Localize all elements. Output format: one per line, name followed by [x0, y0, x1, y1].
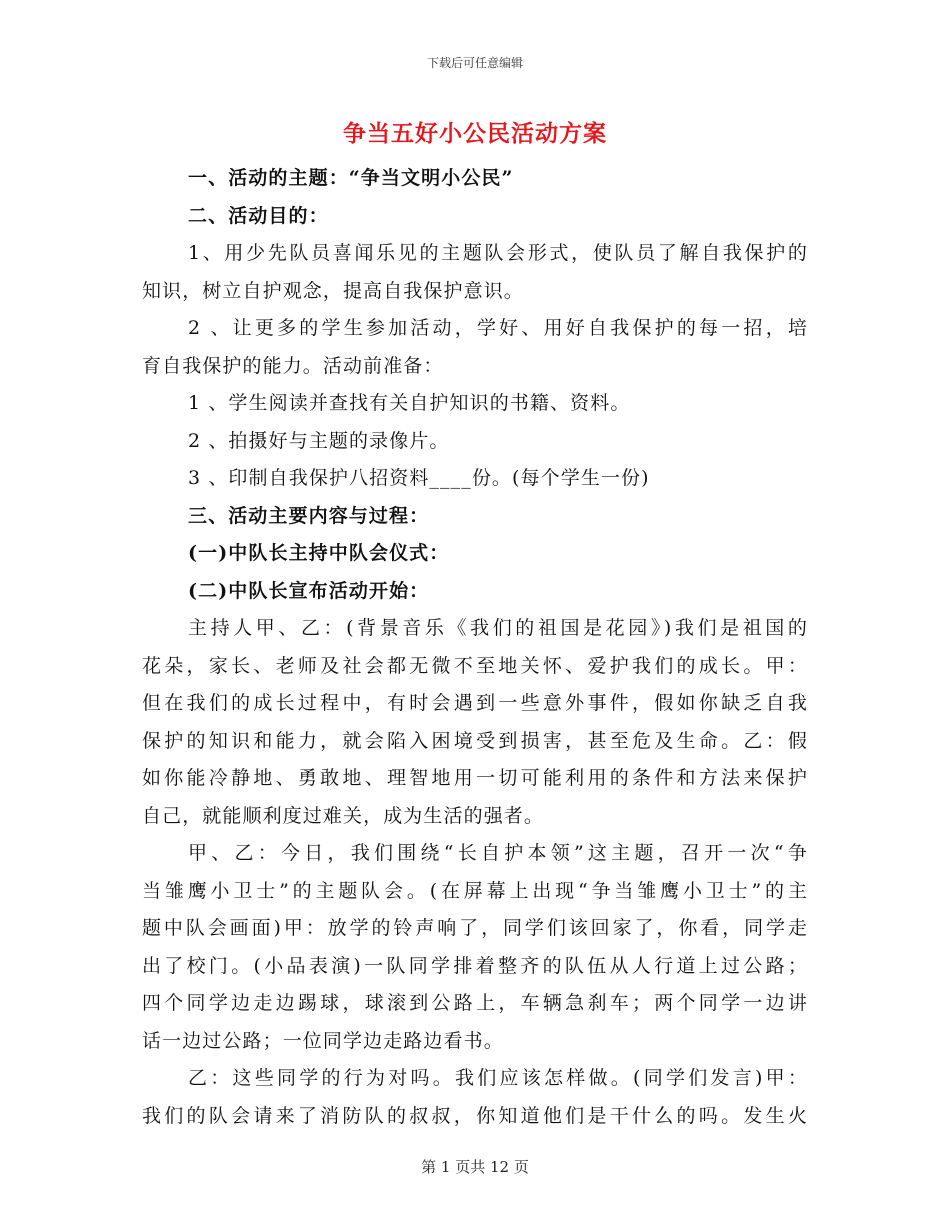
- document-title: 争当五好小公民活动方案: [343, 120, 607, 147]
- paragraph-line: 2 、拍摄好与主题的录像片。: [188, 429, 450, 452]
- paragraph-line: 如你能冷静地、勇敢地、理智地用一切可能利用的条件和方法来保护: [142, 767, 808, 789]
- paragraph-line: 保护的知识和能力，就会陷入困境受到损害，甚至危及生命。乙：假: [142, 729, 808, 752]
- paragraph-line: 1 、学生阅读并查找有关自护知识的书籍、资料。: [188, 392, 631, 414]
- paragraph-line: 四个同学边走边踢球，球滚到公路上，车辆急刹车；两个同学一边讲: [142, 992, 808, 1014]
- paragraph-line: 3 、印制自我保护八招资料____份。(每个学生一份): [188, 467, 650, 489]
- section-heading: 二、活动目的：: [188, 204, 329, 227]
- paragraph-line: 育自我保护的能力。活动前准备：: [142, 354, 444, 377]
- paragraph-line: 主持人甲、乙：(背景音乐《我们的祖国是花园》)我们是祖国的: [188, 617, 808, 639]
- paragraph-line: 题中队会画面)甲：放学的铃声响了，同学们该回家了，你看，同学走: [142, 917, 808, 939]
- paragraph-line: 甲、乙：今日，我们围绕“长自护本领”这主题，召开一次“争: [188, 842, 808, 864]
- paragraph-line: 我们的队会请来了消防队的叔叔，你知道他们是干什么的吗。发生火: [142, 1104, 808, 1127]
- section-heading: 三、活动主要内容与过程：: [188, 504, 430, 527]
- section-heading: (二)中队长宣布活动开始：: [188, 579, 430, 602]
- paragraph-line: 1、用少先队员喜闻乐见的主题队会形式，使队员了解自我保护的: [188, 242, 808, 264]
- paragraph-line: 自己，就能顺利度过难关，成为生活的强者。: [142, 804, 545, 827]
- document-body: [142, 160, 808, 1135]
- paragraph-line: 花朵，家长、老师及社会都无微不至地关怀、爱护我们的成长。甲：: [142, 654, 808, 677]
- paragraph-line: 2 、让更多的学生参加活动，学好、用好自我保护的每一招，培: [188, 317, 808, 339]
- paragraph-line: 话一边过公路；一位同学边走路边看书。: [142, 1029, 504, 1052]
- paragraph-line: 但在我们的成长过程中，有时会遇到一些意外事件，假如你缺乏自我: [142, 692, 808, 714]
- section-heading: 一、活动的主题：“争当文明小公民”: [188, 167, 514, 189]
- section-heading: (一)中队长主持中队会仪式：: [188, 542, 450, 564]
- paragraph-line: 出了校门。(小品表演)一队同学排着整齐的队伍从人行道上过公路；: [142, 954, 808, 977]
- paragraph-line: 当雏鹰小卫士”的主题队会。(在屏幕上出现“争当雏鹰小卫士”的主: [142, 879, 808, 902]
- paragraph-line: 乙：这些同学的行为对吗。我们应该怎样做。(同学们发言)甲：: [188, 1067, 808, 1089]
- header-note: 下载后可任意编辑: [426, 56, 523, 70]
- paragraph-line: 知识，树立自护观念，提高自我保护意识。: [142, 279, 524, 302]
- page-footer: 第 1 页共 12 页: [421, 1158, 529, 1176]
